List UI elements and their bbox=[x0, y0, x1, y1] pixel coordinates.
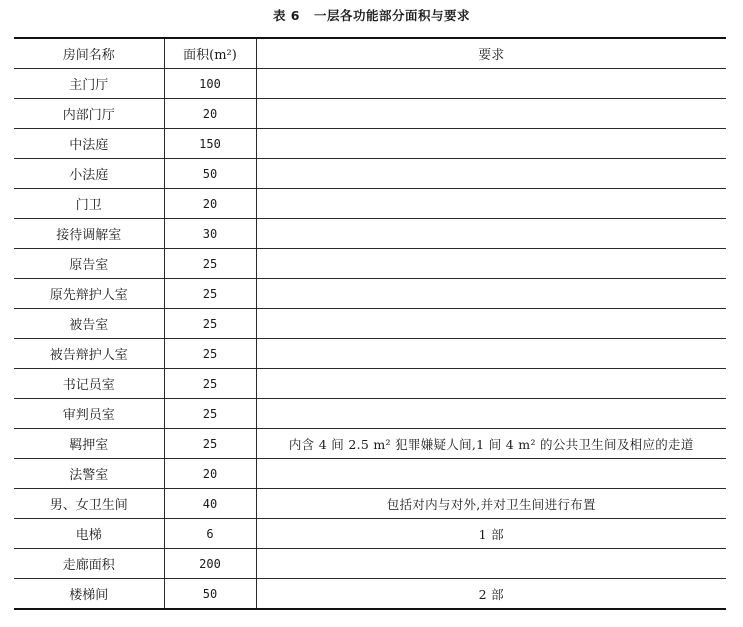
area-cell: 150 bbox=[164, 129, 256, 159]
table-row bbox=[14, 129, 726, 159]
room-name-cell: 被告辩护人室 bbox=[14, 339, 164, 369]
room-name-cell: 内部门厅 bbox=[14, 99, 164, 129]
table-row bbox=[14, 519, 726, 549]
area-cell: 30 bbox=[164, 219, 256, 249]
requirement-cell bbox=[256, 399, 726, 429]
table-row bbox=[14, 249, 726, 279]
area-cell: 25 bbox=[164, 429, 256, 459]
requirement-cell: 1 部 bbox=[256, 519, 726, 549]
table-number: 表 6 bbox=[272, 8, 301, 23]
requirement-cell bbox=[256, 219, 726, 249]
room-name-cell: 男、女卫生间 bbox=[14, 489, 164, 519]
header-room-name: 房间名称 bbox=[14, 38, 164, 69]
requirement-cell bbox=[256, 129, 726, 159]
requirement-cell: 包括对内与对外,并对卫生间进行布置 bbox=[256, 489, 726, 519]
table-row bbox=[14, 309, 726, 339]
room-name-cell: 接待调解室 bbox=[14, 219, 164, 249]
requirement-cell bbox=[256, 279, 726, 309]
table-row bbox=[14, 399, 726, 429]
table-row bbox=[14, 219, 726, 249]
requirement-cell bbox=[256, 99, 726, 129]
room-name-cell: 被告室 bbox=[14, 309, 164, 339]
room-name-cell: 中法庭 bbox=[14, 129, 164, 159]
room-name-cell: 法警室 bbox=[14, 459, 164, 489]
requirement-cell bbox=[256, 249, 726, 279]
area-cell: 25 bbox=[164, 309, 256, 339]
area-cell: 25 bbox=[164, 339, 256, 369]
table-row bbox=[14, 489, 726, 519]
area-cell: 200 bbox=[164, 549, 256, 579]
area-cell: 25 bbox=[164, 279, 256, 309]
requirement-cell bbox=[256, 309, 726, 339]
table-row bbox=[14, 99, 726, 129]
table-row bbox=[14, 579, 726, 610]
requirement-cell bbox=[256, 549, 726, 579]
requirement-cell bbox=[256, 369, 726, 399]
area-cell: 20 bbox=[164, 189, 256, 219]
room-name-cell: 小法庭 bbox=[14, 159, 164, 189]
requirement-cell bbox=[256, 459, 726, 489]
room-name-cell: 原先辩护人室 bbox=[14, 279, 164, 309]
area-cell: 6 bbox=[164, 519, 256, 549]
room-name-cell: 书记员室 bbox=[14, 369, 164, 399]
room-name-cell: 原告室 bbox=[14, 249, 164, 279]
area-cell: 20 bbox=[164, 99, 256, 129]
room-name-cell: 主门厅 bbox=[14, 69, 164, 99]
header-requirement: 要求 bbox=[256, 38, 726, 69]
table-row bbox=[14, 369, 726, 399]
requirement-cell bbox=[256, 189, 726, 219]
requirement-cell bbox=[256, 69, 726, 99]
table-row bbox=[14, 549, 726, 579]
table-caption bbox=[0, 6, 743, 24]
area-cell: 25 bbox=[164, 249, 256, 279]
area-cell: 50 bbox=[164, 579, 256, 610]
room-name-cell: 走廊面积 bbox=[14, 549, 164, 579]
table-row bbox=[14, 189, 726, 219]
table-row bbox=[14, 279, 726, 309]
room-name-cell: 电梯 bbox=[14, 519, 164, 549]
requirement-cell bbox=[256, 339, 726, 369]
area-cell: 100 bbox=[164, 69, 256, 99]
area-cell: 25 bbox=[164, 399, 256, 429]
table-title: 一层各功能部分面积与要求 bbox=[314, 8, 471, 23]
room-name-cell: 楼梯间 bbox=[14, 579, 164, 610]
requirement-cell: 2 部 bbox=[256, 579, 726, 610]
area-cell: 25 bbox=[164, 369, 256, 399]
table-row bbox=[14, 159, 726, 189]
table-row bbox=[14, 459, 726, 489]
room-area-table bbox=[14, 37, 726, 610]
table-row bbox=[14, 429, 726, 459]
requirement-cell bbox=[256, 159, 726, 189]
header-area: 面积(m²) bbox=[164, 38, 256, 69]
room-name-cell: 羁押室 bbox=[14, 429, 164, 459]
room-name-cell: 审判员室 bbox=[14, 399, 164, 429]
area-cell: 40 bbox=[164, 489, 256, 519]
table-row bbox=[14, 339, 726, 369]
table-header-row bbox=[14, 38, 726, 69]
requirement-cell: 内含 4 间 2.5 m² 犯罪嫌疑人间,1 间 4 m² 的公共卫生间及相应的走道 bbox=[256, 429, 726, 459]
room-name-cell: 门卫 bbox=[14, 189, 164, 219]
area-cell: 20 bbox=[164, 459, 256, 489]
table-row bbox=[14, 69, 726, 99]
area-cell: 50 bbox=[164, 159, 256, 189]
